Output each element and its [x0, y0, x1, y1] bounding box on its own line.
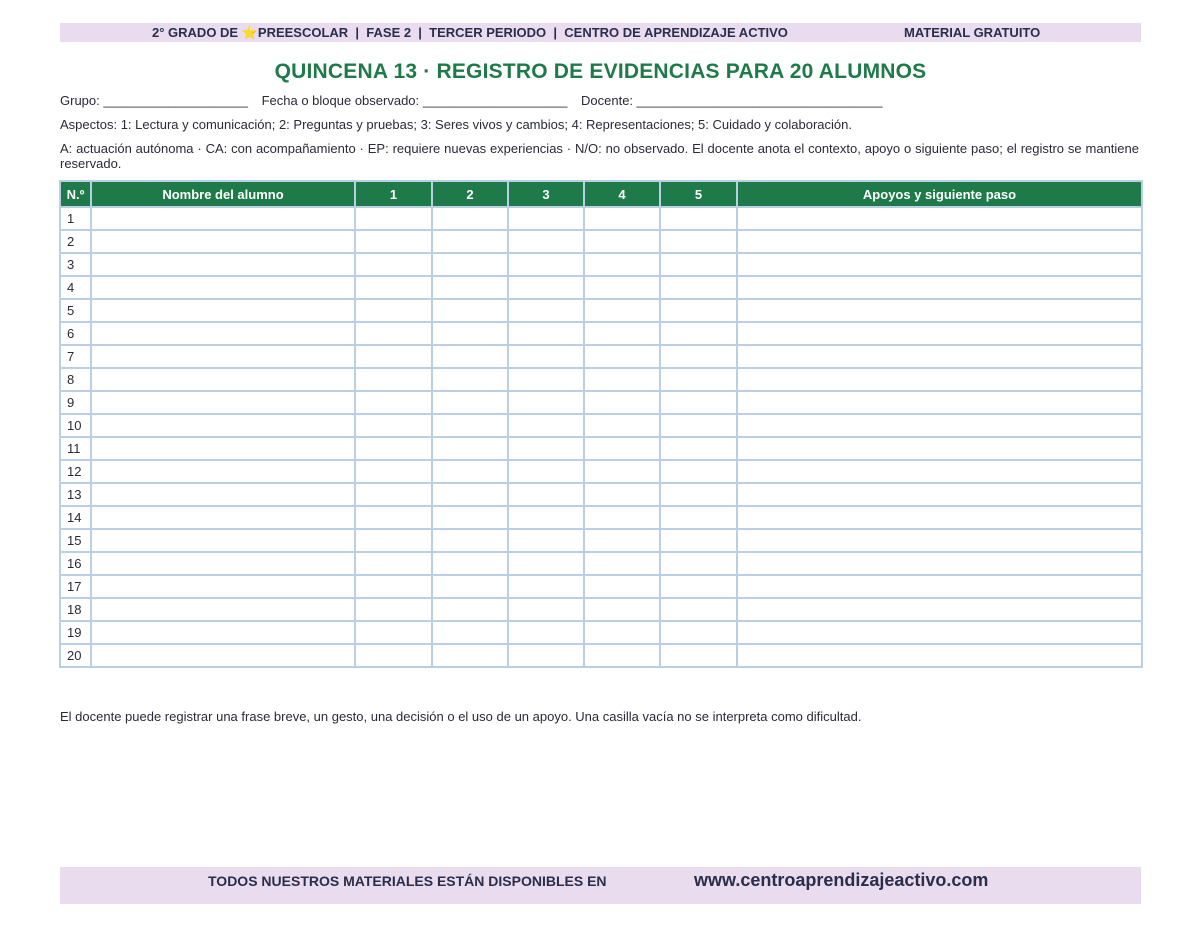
row-number: 11: [60, 437, 91, 460]
table-row: [60, 276, 1142, 299]
aspect-5-cell[interactable]: [660, 230, 737, 253]
footnote: El docente puede registrar una frase breve, un gesto, una decisión o el uso de un apoyo. Una casilla vacía no se interpreta como dificultad.: [60, 709, 862, 724]
aspect-2-cell[interactable]: [432, 483, 508, 506]
student-name-cell[interactable]: [91, 437, 355, 460]
header-aspect-2: 2: [432, 181, 508, 207]
supports-cell[interactable]: [737, 414, 1142, 437]
aspect-3-cell[interactable]: [508, 207, 584, 230]
aspect-1-cell[interactable]: [355, 529, 432, 552]
aspect-4-cell[interactable]: [584, 230, 660, 253]
aspect-3-cell[interactable]: [508, 460, 584, 483]
aspect-2-cell[interactable]: [432, 621, 508, 644]
aspect-2-cell[interactable]: [432, 299, 508, 322]
row-number: 4: [60, 276, 91, 299]
student-name-cell[interactable]: [91, 345, 355, 368]
table-row: [60, 253, 1142, 276]
aspect-3-cell[interactable]: [508, 437, 584, 460]
supports-cell[interactable]: [737, 460, 1142, 483]
aspect-2-cell[interactable]: [432, 253, 508, 276]
header-details: PREESCOLAR | FASE 2 | TERCER PERIODO | CENTRO DE APRENDIZAJE ACTIVO: [257, 25, 788, 40]
student-name-cell[interactable]: [91, 575, 355, 598]
student-name-cell[interactable]: [91, 322, 355, 345]
supports-cell[interactable]: [737, 368, 1142, 391]
student-name-cell[interactable]: [91, 621, 355, 644]
aspect-3-cell[interactable]: [508, 506, 584, 529]
aspect-2-cell[interactable]: [432, 322, 508, 345]
table-row: [60, 299, 1142, 322]
supports-cell[interactable]: [737, 391, 1142, 414]
aspect-3-cell[interactable]: [508, 391, 584, 414]
aspect-2-cell[interactable]: [432, 552, 508, 575]
aspect-5-cell[interactable]: [660, 598, 737, 621]
aspect-5-cell[interactable]: [660, 391, 737, 414]
header-aspect-4: 4: [584, 181, 660, 207]
row-number: 16: [60, 552, 91, 575]
aspect-3-cell[interactable]: [508, 414, 584, 437]
aspect-5-cell[interactable]: [660, 207, 737, 230]
table-row: [60, 552, 1142, 575]
header-aspect-5: 5: [660, 181, 737, 207]
aspect-5-cell[interactable]: [660, 644, 737, 667]
aspect-2-cell[interactable]: [432, 368, 508, 391]
supports-cell[interactable]: [737, 276, 1142, 299]
aspect-1-cell[interactable]: [355, 253, 432, 276]
aspect-3-cell[interactable]: [508, 368, 584, 391]
row-number: 17: [60, 575, 91, 598]
row-number: 8: [60, 368, 91, 391]
header-aspect-3: 3: [508, 181, 584, 207]
aspect-3-cell[interactable]: [508, 621, 584, 644]
aspect-1-cell[interactable]: [355, 299, 432, 322]
evidence-table: [59, 180, 1143, 668]
aspect-3-cell[interactable]: [508, 299, 584, 322]
supports-cell[interactable]: [737, 598, 1142, 621]
supports-cell[interactable]: [737, 621, 1142, 644]
table-row: [60, 644, 1142, 667]
row-number: 14: [60, 506, 91, 529]
aspect-1-cell[interactable]: [355, 621, 432, 644]
supports-cell[interactable]: [737, 299, 1142, 322]
row-number: 7: [60, 345, 91, 368]
aspect-1-cell[interactable]: [355, 598, 432, 621]
row-number: 2: [60, 230, 91, 253]
table-row: [60, 506, 1142, 529]
aspect-5-cell[interactable]: [660, 552, 737, 575]
table-row: [60, 460, 1142, 483]
aspect-4-cell[interactable]: [584, 414, 660, 437]
aspect-4-cell[interactable]: [584, 506, 660, 529]
row-number: 3: [60, 253, 91, 276]
aspect-5-cell[interactable]: [660, 345, 737, 368]
aspect-4-cell[interactable]: [584, 276, 660, 299]
header-aspect-1: 1: [355, 181, 432, 207]
aspect-5-cell[interactable]: [660, 253, 737, 276]
table-row: [60, 598, 1142, 621]
table-header-row: [60, 181, 1142, 207]
student-name-cell[interactable]: [91, 391, 355, 414]
row-number: 6: [60, 322, 91, 345]
aspect-4-cell[interactable]: [584, 299, 660, 322]
student-name-cell[interactable]: [91, 460, 355, 483]
aspect-3-cell[interactable]: [508, 483, 584, 506]
student-name-cell[interactable]: [91, 644, 355, 667]
aspect-2-cell[interactable]: [432, 276, 508, 299]
supports-cell[interactable]: [737, 437, 1142, 460]
docente-field[interactable]: Docente: __________________________________: [581, 93, 883, 108]
aspect-2-cell[interactable]: [432, 345, 508, 368]
aspect-3-cell[interactable]: [508, 598, 584, 621]
table-row: [60, 391, 1142, 414]
aspect-1-cell[interactable]: [355, 552, 432, 575]
aspect-4-cell[interactable]: [584, 207, 660, 230]
aspect-1-cell[interactable]: [355, 575, 432, 598]
aspect-4-cell[interactable]: [584, 460, 660, 483]
student-name-cell[interactable]: [91, 483, 355, 506]
form-fields: [60, 93, 892, 108]
aspect-2-cell[interactable]: [432, 644, 508, 667]
star-icon: ⭐: [241, 25, 258, 40]
aspect-4-cell[interactable]: [584, 391, 660, 414]
aspects-text: Aspectos: 1: Lectura y comunicación; 2: Preguntas y pruebas; 3: Seres vivos y cambios; 4: Representaciones; 5: Cuidado y colaboración.: [60, 117, 852, 132]
aspect-5-cell[interactable]: [660, 437, 737, 460]
aspect-1-cell[interactable]: [355, 437, 432, 460]
aspect-1-cell[interactable]: [355, 207, 432, 230]
header-supports: Apoyos y siguiente paso: [737, 181, 1142, 207]
student-name-cell[interactable]: [91, 552, 355, 575]
row-number: 20: [60, 644, 91, 667]
student-name-cell[interactable]: [91, 207, 355, 230]
aspect-3-cell[interactable]: [508, 345, 584, 368]
fecha-field[interactable]: Fecha o bloque observado: ____________________: [261, 93, 568, 108]
aspect-1-cell[interactable]: [355, 322, 432, 345]
student-name-cell[interactable]: [91, 230, 355, 253]
row-number: 1: [60, 207, 91, 230]
table-row: [60, 575, 1142, 598]
footer-bar: [60, 867, 1141, 904]
aspect-5-cell[interactable]: [660, 575, 737, 598]
header-free-material: MATERIAL GRATUITO: [904, 25, 1041, 40]
aspect-5-cell[interactable]: [660, 368, 737, 391]
aspect-4-cell[interactable]: [584, 552, 660, 575]
supports-cell[interactable]: [737, 506, 1142, 529]
aspect-4-cell[interactable]: [584, 368, 660, 391]
aspect-3-cell[interactable]: [508, 253, 584, 276]
aspect-4-cell[interactable]: [584, 598, 660, 621]
supports-cell[interactable]: [737, 253, 1142, 276]
row-number: 18: [60, 598, 91, 621]
aspect-4-cell[interactable]: [584, 322, 660, 345]
aspect-1-cell[interactable]: [355, 230, 432, 253]
aspect-4-cell[interactable]: [584, 345, 660, 368]
table-row: [60, 621, 1142, 644]
aspect-3-cell[interactable]: [508, 276, 584, 299]
supports-cell[interactable]: [737, 345, 1142, 368]
aspect-2-cell[interactable]: [432, 207, 508, 230]
aspect-5-cell[interactable]: [660, 414, 737, 437]
table-row: [60, 345, 1142, 368]
aspect-5-cell[interactable]: [660, 483, 737, 506]
header-name: Nombre del alumno: [91, 181, 355, 207]
aspect-1-cell[interactable]: [355, 460, 432, 483]
aspect-2-cell[interactable]: [432, 460, 508, 483]
aspect-3-cell[interactable]: [508, 529, 584, 552]
aspect-4-cell[interactable]: [584, 575, 660, 598]
footer-label: TODOS NUESTROS MATERIALES ESTÁN DISPONIBLES EN: [208, 873, 607, 889]
table-row: [60, 207, 1142, 230]
table-row: [60, 414, 1142, 437]
aspect-2-cell[interactable]: [432, 230, 508, 253]
aspect-2-cell[interactable]: [432, 414, 508, 437]
aspect-5-cell[interactable]: [660, 529, 737, 552]
aspect-3-cell[interactable]: [508, 230, 584, 253]
aspect-1-cell[interactable]: [355, 391, 432, 414]
aspect-5-cell[interactable]: [660, 322, 737, 345]
aspect-3-cell[interactable]: [508, 575, 584, 598]
supports-cell[interactable]: [737, 552, 1142, 575]
aspect-2-cell[interactable]: [432, 598, 508, 621]
aspect-5-cell[interactable]: [660, 276, 737, 299]
aspect-1-cell[interactable]: [355, 483, 432, 506]
aspect-2-cell[interactable]: [432, 391, 508, 414]
supports-cell[interactable]: [737, 230, 1142, 253]
student-name-cell[interactable]: [91, 368, 355, 391]
aspect-5-cell[interactable]: [660, 299, 737, 322]
student-name-cell[interactable]: [91, 253, 355, 276]
header-text: [152, 25, 788, 41]
student-name-cell[interactable]: [91, 506, 355, 529]
aspect-1-cell[interactable]: [355, 345, 432, 368]
table-row: [60, 437, 1142, 460]
aspect-1-cell[interactable]: [355, 506, 432, 529]
row-number: 12: [60, 460, 91, 483]
row-number: 15: [60, 529, 91, 552]
supports-cell[interactable]: [737, 644, 1142, 667]
header-grade: 2° GRADO DE: [152, 25, 242, 40]
aspect-4-cell[interactable]: [584, 437, 660, 460]
aspect-4-cell[interactable]: [584, 253, 660, 276]
header-number: N.º: [60, 181, 91, 207]
student-name-cell[interactable]: [91, 276, 355, 299]
aspect-1-cell[interactable]: [355, 644, 432, 667]
aspect-3-cell[interactable]: [508, 322, 584, 345]
aspect-2-cell[interactable]: [432, 437, 508, 460]
aspect-1-cell[interactable]: [355, 276, 432, 299]
page-title: QUINCENA 13 · REGISTRO DE EVIDENCIAS PARA 20 ALUMNOS: [274, 60, 927, 83]
aspect-5-cell[interactable]: [660, 460, 737, 483]
supports-cell[interactable]: [737, 529, 1142, 552]
row-number: 13: [60, 483, 91, 506]
aspect-2-cell[interactable]: [432, 575, 508, 598]
supports-cell[interactable]: [737, 322, 1142, 345]
supports-cell[interactable]: [737, 207, 1142, 230]
row-number: 5: [60, 299, 91, 322]
table-row: [60, 529, 1142, 552]
aspect-5-cell[interactable]: [660, 621, 737, 644]
header-bar: [60, 23, 1141, 42]
aspect-1-cell[interactable]: [355, 414, 432, 437]
supports-cell[interactable]: [737, 575, 1142, 598]
table-row: [60, 322, 1142, 345]
row-number: 10: [60, 414, 91, 437]
aspect-3-cell[interactable]: [508, 644, 584, 667]
aspect-4-cell[interactable]: [584, 644, 660, 667]
grupo-field[interactable]: Grupo: ____________________: [60, 93, 248, 108]
student-name-cell[interactable]: [91, 598, 355, 621]
table-row: [60, 483, 1142, 506]
student-name-cell[interactable]: [91, 529, 355, 552]
aspect-4-cell[interactable]: [584, 483, 660, 506]
aspect-4-cell[interactable]: [584, 529, 660, 552]
table-row: [60, 368, 1142, 391]
aspect-2-cell[interactable]: [432, 529, 508, 552]
row-number: 9: [60, 391, 91, 414]
aspect-5-cell[interactable]: [660, 506, 737, 529]
aspect-1-cell[interactable]: [355, 368, 432, 391]
footer-url-link[interactable]: www.centroaprendizajeactivo.com: [694, 870, 989, 890]
aspect-2-cell[interactable]: [432, 506, 508, 529]
student-name-cell[interactable]: [91, 414, 355, 437]
table-row: [60, 230, 1142, 253]
supports-cell[interactable]: [737, 483, 1142, 506]
student-name-cell[interactable]: [91, 299, 355, 322]
legend-text: A: actuación autónoma · CA: con acompañamiento · EP: requiere nuevas experiencias · N/O: no observado. El docente anota el contexto, apoyo o siguiente paso; el registro se mantiene reservado.: [60, 141, 1139, 171]
aspect-4-cell[interactable]: [584, 621, 660, 644]
row-number: 19: [60, 621, 91, 644]
aspect-3-cell[interactable]: [508, 552, 584, 575]
